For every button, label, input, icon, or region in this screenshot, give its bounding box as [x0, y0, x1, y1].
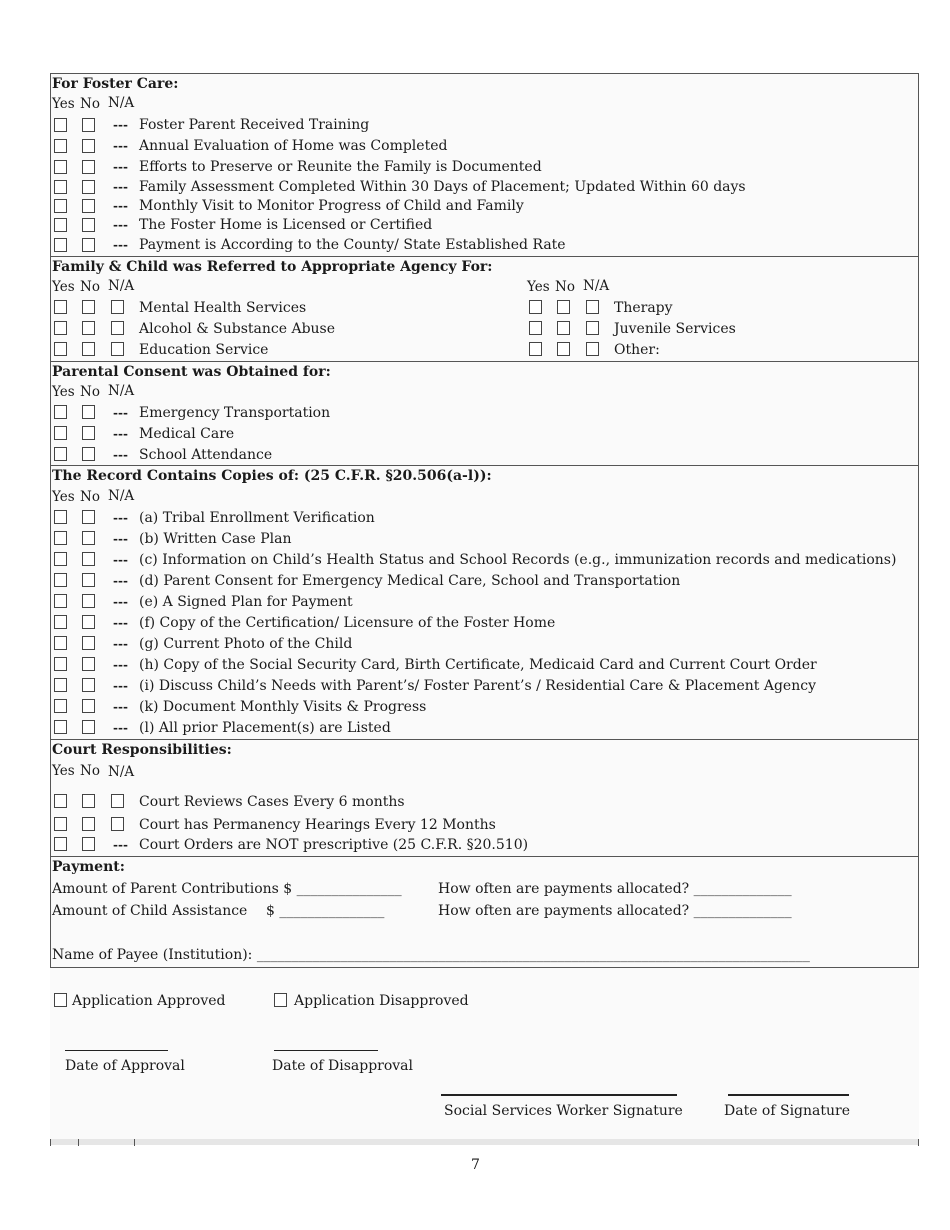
worker-signature-line[interactable] — [441, 1094, 677, 1096]
no-checkbox[interactable] — [82, 594, 95, 608]
na-dash: --- — [113, 658, 128, 672]
page-number: 7 — [471, 1157, 480, 1173]
na-checkbox[interactable] — [586, 342, 599, 356]
referral-item-label: Alcohol & Substance Abuse — [139, 321, 336, 337]
record-item-label: (l) All prior Placement(s) are Listed — [139, 720, 391, 736]
na-dash: --- — [113, 238, 128, 252]
na-dash: --- — [113, 838, 128, 852]
approval-date-line[interactable] — [65, 1050, 168, 1051]
approved-checkbox[interactable] — [54, 993, 67, 1007]
record-title: The Record Contains Copies of: (25 C.F.R. §20.506(a-l)): — [52, 468, 492, 484]
yes-checkbox[interactable] — [54, 678, 67, 692]
table-tick — [78, 1139, 79, 1146]
no-checkbox[interactable] — [82, 794, 95, 808]
na-checkbox[interactable] — [586, 300, 599, 314]
no-checkbox[interactable] — [82, 447, 95, 461]
foster-item-label: Foster Parent Received Training — [139, 117, 370, 133]
section-divider — [50, 739, 919, 740]
yes-checkbox[interactable] — [54, 837, 67, 851]
yes-checkbox[interactable] — [54, 594, 67, 608]
yes-checkbox[interactable] — [54, 636, 67, 650]
no-checkbox[interactable] — [82, 636, 95, 650]
referral-item-label: Juvenile Services — [614, 321, 736, 337]
record-item-label: (e) A Signed Plan for Payment — [139, 594, 353, 610]
record-item-label: (g) Current Photo of the Child — [139, 636, 353, 652]
na-header: N/A — [108, 764, 135, 780]
no-checkbox[interactable] — [82, 657, 95, 671]
foster-item-label: The Foster Home is Licensed or Certified — [139, 217, 433, 233]
no-checkbox[interactable] — [82, 573, 95, 587]
yes-header: Yes — [52, 96, 75, 112]
na-checkbox[interactable] — [111, 342, 124, 356]
date-of-signature-label: Date of Signature — [724, 1103, 851, 1119]
section-divider — [50, 465, 919, 466]
child-assistance-label: Amount of Child Assistance — [52, 903, 248, 919]
no-checkbox[interactable] — [82, 510, 95, 524]
no-checkbox[interactable] — [82, 678, 95, 692]
yes-checkbox[interactable] — [54, 321, 67, 335]
yes-header: Yes — [52, 763, 75, 779]
section-divider — [50, 361, 919, 362]
yes-checkbox[interactable] — [54, 238, 67, 252]
no-header: No — [555, 279, 575, 295]
consent-item-label: Medical Care — [139, 426, 235, 442]
record-item-label: (k) Document Monthly Visits & Progress — [139, 699, 427, 715]
record-item-label: (h) Copy of the Social Security Card, Birth Certificate, Medicaid Card and Current Court Order — [139, 657, 817, 673]
na-dash: --- — [113, 118, 128, 132]
na-checkbox[interactable] — [111, 817, 124, 831]
na-checkbox[interactable] — [586, 321, 599, 335]
no-checkbox[interactable] — [82, 218, 95, 232]
consent-title: Parental Consent was Obtained for: — [52, 364, 331, 380]
yes-checkbox[interactable] — [54, 552, 67, 566]
no-checkbox[interactable] — [82, 837, 95, 851]
date-of-approval-label: Date of Approval — [65, 1058, 185, 1074]
no-checkbox[interactable] — [82, 238, 95, 252]
yes-checkbox[interactable] — [54, 300, 67, 314]
yes-checkbox[interactable] — [54, 657, 67, 671]
no-checkbox[interactable] — [82, 615, 95, 629]
na-dash: --- — [113, 700, 128, 714]
court-item-label: Court has Permanency Hearings Every 12 Months — [139, 817, 496, 833]
yes-checkbox[interactable] — [54, 447, 67, 461]
na-dash: --- — [113, 574, 128, 588]
na-header: N/A — [108, 95, 135, 111]
no-checkbox[interactable] — [82, 720, 95, 734]
court-item-label: Court Orders are NOT prescriptive (25 C.F.R. §20.510) — [139, 837, 529, 853]
payment-frequency-field[interactable]: How often are payments allocated? ______________ — [438, 881, 792, 897]
na-dash: --- — [113, 637, 128, 651]
yes-checkbox[interactable] — [54, 794, 67, 808]
record-item-label: (f) Copy of the Certification/ Licensure of the Foster Home — [139, 615, 556, 631]
record-item-label: (b) Written Case Plan — [139, 531, 292, 547]
yes-header: Yes — [52, 384, 75, 400]
no-header: No — [80, 489, 100, 505]
na-header: N/A — [108, 488, 135, 504]
no-checkbox[interactable] — [82, 139, 95, 153]
yes-checkbox[interactable] — [54, 426, 67, 440]
na-dash: --- — [113, 553, 128, 567]
approved-label: Application Approved — [72, 993, 226, 1009]
no-checkbox[interactable] — [82, 531, 95, 545]
no-checkbox[interactable] — [557, 300, 570, 314]
no-checkbox[interactable] — [82, 118, 95, 132]
disapproved-checkbox[interactable] — [274, 993, 287, 1007]
no-checkbox[interactable] — [82, 405, 95, 419]
no-checkbox[interactable] — [82, 160, 95, 174]
na-dash: --- — [113, 199, 128, 213]
no-checkbox[interactable] — [557, 342, 570, 356]
na-checkbox[interactable] — [111, 321, 124, 335]
no-checkbox[interactable] — [557, 321, 570, 335]
foster-item-label: Family Assessment Completed Within 30 Days of Placement; Updated Within 60 days — [139, 179, 746, 195]
no-checkbox[interactable] — [82, 342, 95, 356]
foster-item-label: Efforts to Preserve or Reunite the Family is Documented — [139, 159, 542, 175]
na-dash: --- — [113, 139, 128, 153]
na-dash: --- — [113, 160, 128, 174]
na-header: N/A — [583, 278, 610, 294]
no-checkbox[interactable] — [82, 300, 95, 314]
payment-frequency-field[interactable]: How often are payments allocated? ______________ — [438, 903, 792, 919]
na-dash: --- — [113, 406, 128, 420]
na-dash: --- — [113, 448, 128, 462]
bottom-bar — [50, 1139, 919, 1145]
court-title: Court Responsibilities: — [52, 742, 232, 758]
yes-checkbox[interactable] — [54, 199, 67, 213]
foster-item-label: Monthly Visit to Monitor Progress of Child and Family — [139, 198, 524, 214]
no-checkbox[interactable] — [82, 199, 95, 213]
yes-checkbox[interactable] — [54, 817, 67, 831]
section-divider — [50, 856, 919, 857]
foster-care-title: For Foster Care: — [52, 76, 179, 92]
referral-item-label: Other: — [614, 342, 660, 358]
yes-checkbox[interactable] — [54, 699, 67, 713]
yes-checkbox[interactable] — [54, 573, 67, 587]
parent-contribution-field[interactable]: Amount of Parent Contributions $ _______________ — [52, 881, 402, 897]
table-tick — [918, 1139, 919, 1146]
worker-signature-label: Social Services Worker Signature — [444, 1103, 683, 1119]
consent-item-label: Emergency Transportation — [139, 405, 331, 421]
yes-checkbox[interactable] — [54, 531, 67, 545]
yes-checkbox[interactable] — [54, 720, 67, 734]
na-checkbox[interactable] — [111, 300, 124, 314]
yes-checkbox[interactable] — [54, 405, 67, 419]
yes-checkbox[interactable] — [54, 160, 67, 174]
record-item-label: (d) Parent Consent for Emergency Medical Care, School and Transportation — [139, 573, 681, 589]
no-checkbox[interactable] — [82, 426, 95, 440]
na-dash: --- — [113, 616, 128, 630]
foster-item-label: Annual Evaluation of Home was Completed — [139, 138, 448, 154]
yes-header: Yes — [52, 279, 75, 295]
yes-checkbox[interactable] — [54, 615, 67, 629]
yes-checkbox[interactable] — [529, 321, 542, 335]
yes-checkbox[interactable] — [54, 139, 67, 153]
na-dash: --- — [113, 511, 128, 525]
na-header: N/A — [108, 278, 135, 294]
yes-header: Yes — [527, 279, 550, 295]
referral-item-label: Education Service — [139, 342, 269, 358]
yes-checkbox[interactable] — [529, 342, 542, 356]
no-checkbox[interactable] — [82, 180, 95, 194]
na-dash: --- — [113, 595, 128, 609]
no-checkbox[interactable] — [82, 321, 95, 335]
no-header: No — [80, 763, 100, 779]
table-tick — [134, 1139, 135, 1146]
record-item-label: (c) Information on Child’s Health Status and School Records (e.g., immunization records and medications) — [139, 552, 897, 568]
table-tick — [50, 1139, 51, 1146]
record-item-label: (a) Tribal Enrollment Verification — [139, 510, 375, 526]
no-checkbox[interactable] — [82, 552, 95, 566]
na-dash: --- — [113, 180, 128, 194]
disapproved-label: Application Disapproved — [294, 993, 469, 1009]
na-dash: --- — [113, 218, 128, 232]
yes-checkbox[interactable] — [54, 118, 67, 132]
na-checkbox[interactable] — [111, 794, 124, 808]
na-dash: --- — [113, 721, 128, 735]
no-header: No — [80, 384, 100, 400]
section-divider — [50, 256, 919, 257]
referral-item-label: Mental Health Services — [139, 300, 307, 316]
referral-item-label: Therapy — [614, 300, 673, 316]
consent-item-label: School Attendance — [139, 447, 273, 463]
yes-checkbox[interactable] — [54, 218, 67, 232]
date-of-disapproval-label: Date of Disapproval — [272, 1058, 414, 1074]
record-item-label: (i) Discuss Child’s Needs with Parent’s/ Foster Parent’s / Residential Care & Placement Agency — [139, 678, 816, 694]
referral-title: Family & Child was Referred to Appropriate Agency For: — [52, 259, 493, 275]
yes-checkbox[interactable] — [54, 180, 67, 194]
na-header: N/A — [108, 383, 135, 399]
no-checkbox[interactable] — [82, 699, 95, 713]
no-header: No — [80, 96, 100, 112]
signature-date-line[interactable] — [728, 1094, 849, 1096]
child-assistance-field[interactable]: $ _______________ — [266, 903, 385, 919]
na-dash: --- — [113, 532, 128, 546]
yes-checkbox[interactable] — [54, 510, 67, 524]
no-header: No — [80, 279, 100, 295]
yes-checkbox[interactable] — [54, 342, 67, 356]
payee-field[interactable]: Name of Payee (Institution): _______________________________________________________________________________ — [52, 947, 810, 963]
disapproval-date-line[interactable] — [274, 1050, 378, 1051]
no-checkbox[interactable] — [82, 817, 95, 831]
yes-checkbox[interactable] — [529, 300, 542, 314]
yes-header: Yes — [52, 489, 75, 505]
na-dash: --- — [113, 679, 128, 693]
payment-title: Payment: — [52, 859, 125, 875]
foster-item-label: Payment is According to the County/ State Established Rate — [139, 237, 566, 253]
court-item-label: Court Reviews Cases Every 6 months — [139, 794, 405, 810]
na-dash: --- — [113, 427, 128, 441]
